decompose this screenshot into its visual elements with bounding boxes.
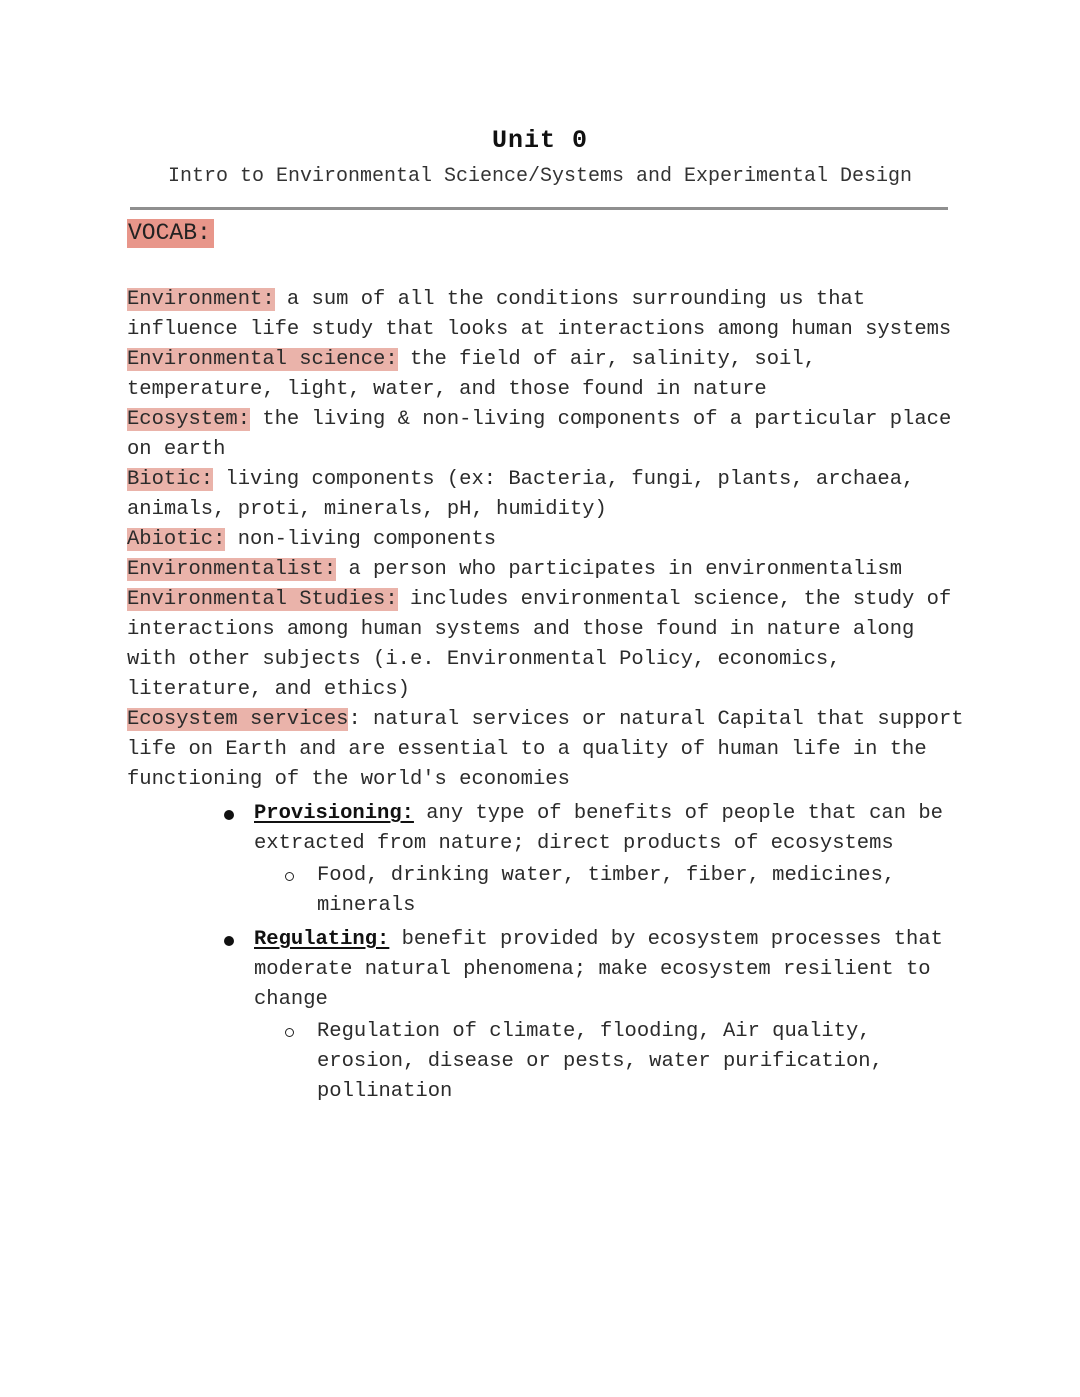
service-examples-provisioning xyxy=(127,861,967,921)
definition-item xyxy=(127,555,967,585)
service-label: Provisioning: xyxy=(254,802,414,825)
definition-item xyxy=(127,525,967,555)
bullet-dot-icon xyxy=(224,925,244,946)
definition-item xyxy=(127,405,967,465)
page-title: Unit 0 xyxy=(491,126,588,155)
service-text: benefit provided by ecosystem processes that moderate natural phenomena; make ecosystem resilient to change xyxy=(254,928,943,1011)
definition-text: a sum of all the conditions surrounding us that influence life study that looks at interactions among human systems xyxy=(127,288,952,341)
definition-term: Environmental science: xyxy=(127,348,398,371)
definition-text: living components (ex: Bacteria, fungi, plants, archaea, animals, proti, minerals, pH, humidity) xyxy=(127,468,915,521)
definition-item xyxy=(127,465,967,525)
definition-text: non-living components xyxy=(225,528,497,551)
service-text: any type of benefits of people that can be extracted from nature; direct products of ecosystems xyxy=(254,802,943,855)
definition-text: includes environmental science, the study of interactions among human systems and those found in nature along with other subjects (i.e. Environmental Policy, economics, literature, and ethics) xyxy=(127,588,952,701)
definition-term: Biotic: xyxy=(127,468,214,491)
definition-term: Environment: xyxy=(127,288,275,311)
definition-item xyxy=(127,705,967,795)
definition-colon: : xyxy=(348,708,361,731)
definition-item xyxy=(127,585,967,705)
definition-text: the living & non-living components of a particular place on earth xyxy=(127,408,952,461)
bullet-circle-icon xyxy=(285,1017,294,1037)
definition-item xyxy=(127,345,967,405)
bullet-dot-icon xyxy=(224,799,244,820)
service-examples-text: Food, drinking water, timber, fiber, medicines, minerals xyxy=(317,864,896,917)
service-bullet-provisioning xyxy=(127,799,967,859)
service-examples-regulating xyxy=(127,1017,967,1107)
definition-term: Ecosystem: xyxy=(127,408,251,431)
definition-term: Environmental Studies: xyxy=(127,588,398,611)
definition-text: natural services or natural Capital that support life on Earth and are essential to a quality of human life in the functioning of the world's economies xyxy=(127,708,964,791)
definition-text: a person who participates in environmentalism xyxy=(336,558,903,581)
definitions-list xyxy=(127,285,967,1107)
service-bullet-regulating xyxy=(127,925,967,1015)
bullet-circle-icon xyxy=(285,861,294,881)
page-subtitle: Intro to Environmental Science/Systems and Experimental Design xyxy=(167,165,913,188)
definition-text: the field of air, salinity, soil, temperature, light, water, and those found in nature xyxy=(127,348,816,401)
definition-item xyxy=(127,285,967,345)
service-examples-text: Regulation of climate, flooding, Air quality, erosion, disease or pests, water purification, pollination xyxy=(317,1020,883,1103)
horizontal-divider xyxy=(130,207,948,210)
definition-term: Environmentalist: xyxy=(127,558,337,581)
definition-term: Abiotic: xyxy=(127,528,226,551)
service-label: Regulating: xyxy=(254,928,390,951)
definition-term: Ecosystem services xyxy=(127,708,349,731)
vocab-heading: VOCAB: xyxy=(127,219,214,248)
